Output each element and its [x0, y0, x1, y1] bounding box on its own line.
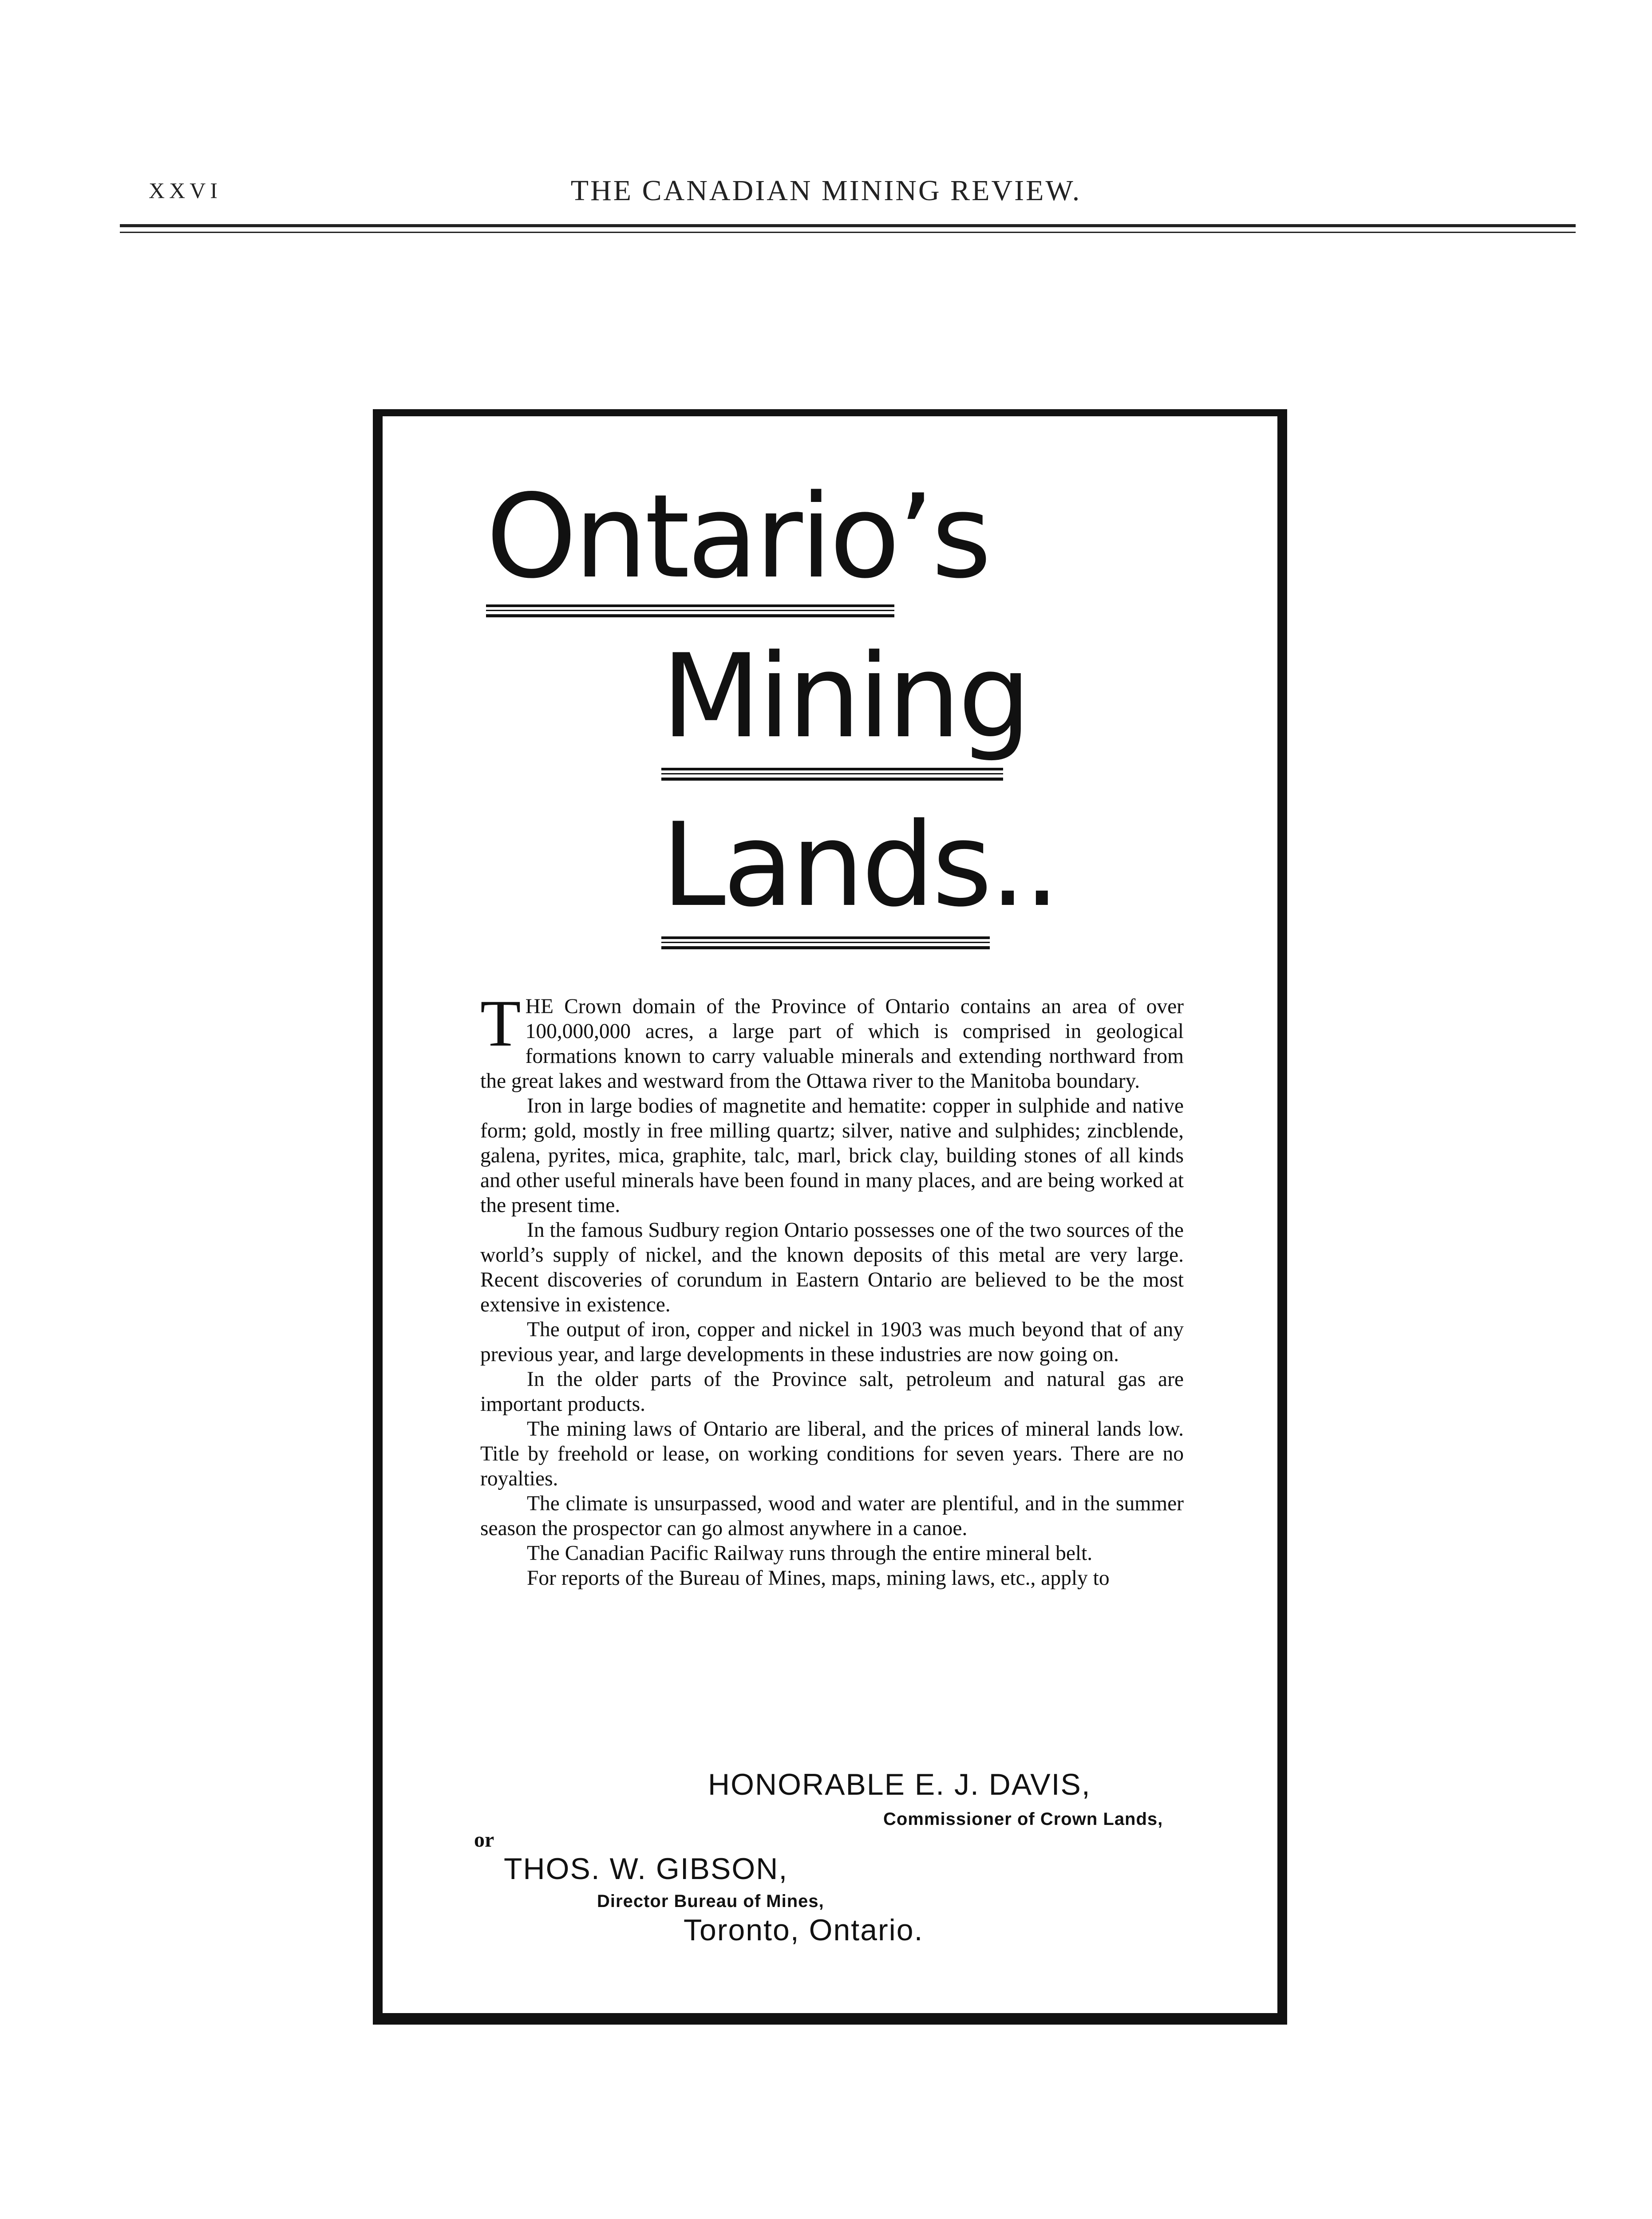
- ad-paragraph: THE Crown domain of the Province of Ontario contains an area of over 100,000,000 acres, a large part of which is comprised in geological formations known to carry valuable minerals and extending northward from the great lakes and westward from the Ottawa river to the Manitoba boundary.: [480, 987, 1184, 1093]
- ad-paragraph: The output of iron, copper and nickel in 1903 was much beyond that of any previous year, and large developments in these industries are now going on.: [480, 1318, 1184, 1366]
- page-folio: XXVI: [149, 178, 222, 203]
- running-head: [0, 174, 1652, 217]
- ad-paragraph: The climate is unsurpassed, wood and water are plentiful, and in the summer season the prospector can go almost anywhere in a canoe.: [480, 1492, 1184, 1540]
- title-rule-2: [661, 768, 1003, 781]
- title-rule-3: [661, 936, 990, 950]
- drop-cap: T: [480, 987, 521, 1060]
- contact-1-name: HONORABLE E. J. DAVIS,: [708, 1768, 1091, 1801]
- journal-title: THE CANADIAN MINING REVIEW.: [570, 174, 1082, 207]
- ad-paragraph: For reports of the Bureau of Mines, maps, mining laws, etc., apply to: [527, 1567, 1110, 1590]
- header-rule: [120, 224, 1576, 227]
- title-rule-1: [486, 604, 894, 618]
- ad-paragraph: The Canadian Pacific Railway runs through the entire mineral belt.: [527, 1542, 1093, 1565]
- ad-body-text: [480, 987, 1184, 1591]
- ad-title-line-2: Mining: [661, 630, 1029, 764]
- conjunction-or: or: [474, 1828, 494, 1852]
- ad-title-line-3: Lands..: [661, 798, 1058, 932]
- contact-2-name: THOS. W. GIBSON,: [504, 1852, 788, 1886]
- contact-1-title: Commissioner of Crown Lands,: [883, 1809, 1163, 1829]
- contact-2-title: Director Bureau of Mines,: [597, 1891, 824, 1911]
- ad-paragraph: In the famous Sudbury region Ontario possesses one of the two sources of the world’s supply of nickel, and the known deposits of this metal are very large. Recent discoveries of corundum in Eastern Ontario are believed to be the most extensive in existence.: [480, 1219, 1184, 1316]
- header-rule-thin: [120, 232, 1576, 233]
- ad-paragraph: Iron in large bodies of magnetite and hematite: copper in sulphide and native form; gold, mostly in free milling quartz; silver, native and sulphides; zincblende, galena, pyrites, mica, graphite, talc, marl, brick clay, building stones of all kinds and other useful minerals have been found in many places, and are being worked at the present time.: [480, 1094, 1184, 1217]
- contact-2-city: Toronto, Ontario.: [684, 1913, 924, 1947]
- ad-paragraph: In the older parts of the Province salt, petroleum and natural gas are important products.: [480, 1368, 1184, 1416]
- ad-paragraph: The mining laws of Ontario are liberal, and the prices of mineral lands low. Title by freehold or lease, on working conditions for seven years. There are no royalties.: [480, 1417, 1184, 1490]
- ad-title-line-1: Ontario’s: [486, 470, 989, 604]
